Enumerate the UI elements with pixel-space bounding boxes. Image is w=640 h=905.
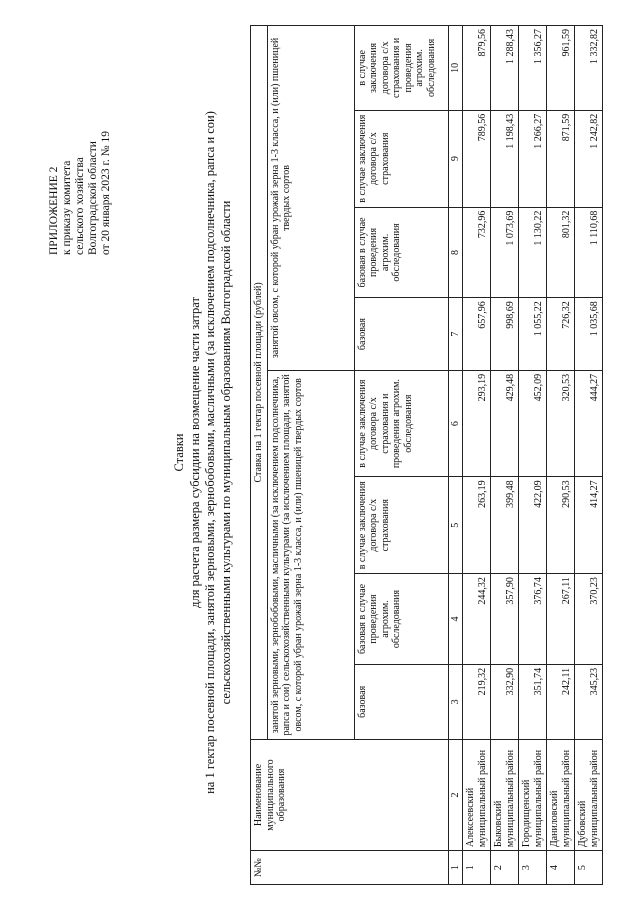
column-number: 7	[448, 298, 463, 371]
column-number: 9	[448, 110, 463, 207]
municipality-name: Даниловский муниципальный район	[547, 739, 575, 850]
row-number: 5	[575, 851, 603, 885]
column-number: 2	[448, 739, 463, 850]
rate-value: 242,11	[547, 664, 575, 739]
rate-value: 1 242,82	[575, 110, 603, 207]
row-number: 3	[519, 851, 547, 885]
rate-value: 267,11	[547, 574, 575, 665]
header-insurance-agro: в случае заключения договора с/х страхования и проведения агрохим. обследования	[354, 26, 448, 111]
rate-value: 219,32	[463, 664, 491, 739]
appendix-line: к приказу комитета	[61, 160, 73, 255]
header-insurance: в случае заключения договора с/х страхования	[354, 110, 448, 207]
title-line: для расчета размера субсидии на возмещение части затрат	[187, 297, 202, 608]
rate-value: 320,53	[547, 370, 575, 476]
row-number: 1	[463, 851, 491, 885]
document-title	[172, 20, 234, 885]
rate-value: 444,27	[575, 370, 603, 476]
rate-value: 429,48	[491, 370, 519, 476]
column-number: 1	[448, 851, 463, 885]
rate-value: 351,74	[519, 664, 547, 739]
table-row	[575, 26, 603, 885]
appendix-line: от 20 января 2023 г. № 19	[100, 130, 112, 255]
appendix-line: ПРИЛОЖЕНИЕ 2	[48, 166, 60, 255]
table-row	[491, 26, 519, 885]
column-number: 10	[448, 26, 463, 111]
column-number: 8	[448, 207, 463, 298]
municipality-name: Алексеевский муниципальный район	[463, 739, 491, 850]
header-num: №№	[251, 851, 449, 885]
rate-value: 1 288,43	[491, 26, 519, 111]
rate-value: 399,48	[491, 477, 519, 574]
header-base: базовая	[354, 298, 448, 371]
rate-value: 879,56	[463, 26, 491, 111]
row-number: 2	[491, 851, 519, 885]
title-line: на 1 гектар посевной площади, занятой зерновыми, зернобобовыми, масличными (за исключением подсолнечника, рапса и сои)	[203, 111, 217, 794]
rate-value: 332,90	[491, 664, 519, 739]
rate-value: 290,53	[547, 477, 575, 574]
header-base: базовая	[354, 664, 448, 739]
header-group-1: занятой зерновыми, зернобобовыми, масличными (за исключением подсолнечника, рапса и сои) сельскохозяйственными культурами (за исключением площади, занятой овсом, с которой убран урожай зерна 1-3 класса, и (или) пшеницей твердых сортов	[267, 370, 354, 739]
rate-value: 1 130,22	[519, 207, 547, 298]
header-base-agro: базовая в случае проведения агрохим. обследования	[354, 207, 448, 298]
header-name: Наименование муниципального образования	[251, 739, 449, 850]
rate-value: 345,23	[575, 664, 603, 739]
rate-value: 357,90	[491, 574, 519, 665]
rates-table	[250, 25, 603, 885]
rate-value: 422,09	[519, 477, 547, 574]
rate-value: 1 356,27	[519, 26, 547, 111]
column-number-row	[448, 26, 463, 885]
row-number: 4	[547, 851, 575, 885]
header-insurance: в случае заключения договора с/х страхования	[354, 477, 448, 574]
rate-value: 801,32	[547, 207, 575, 298]
rate-value: 657,96	[463, 298, 491, 371]
rate-value: 789,56	[463, 110, 491, 207]
column-number: 3	[448, 664, 463, 739]
rate-value: 726,32	[547, 298, 575, 371]
appendix-header	[48, 25, 113, 255]
rate-value: 414,27	[575, 477, 603, 574]
municipality-name: Дубовский муниципальный район	[575, 739, 603, 850]
rate-value: 370,23	[575, 574, 603, 665]
column-number: 6	[448, 370, 463, 476]
table-row	[547, 26, 575, 885]
column-number: 4	[448, 574, 463, 665]
column-number: 5	[448, 477, 463, 574]
rate-value: 1 266,27	[519, 110, 547, 207]
rate-value: 1 055,22	[519, 298, 547, 371]
rate-value: 376,74	[519, 574, 547, 665]
rate-value: 1 073,69	[491, 207, 519, 298]
appendix-line: сельского хозяйства	[74, 157, 86, 255]
rate-value: 1 035,68	[575, 298, 603, 371]
header-group-2: занятой овсом, с которой убран урожай зерна 1-3 класса, и (или) пшеницей твердых сортов	[267, 26, 354, 371]
rate-value: 1 332,82	[575, 26, 603, 111]
table-row	[463, 26, 491, 885]
appendix-line: Волгоградской области	[87, 141, 99, 255]
rate-value: 293,19	[463, 370, 491, 476]
rate-value: 961,59	[547, 26, 575, 111]
municipality-name: Городищенский муниципальный район	[519, 739, 547, 850]
rate-value: 998,69	[491, 298, 519, 371]
municipality-name: Быковский муниципальный район	[491, 739, 519, 850]
rate-value: 1 110,68	[575, 207, 603, 298]
rate-value: 732,96	[463, 207, 491, 298]
title-line: Ставки	[172, 433, 186, 472]
rate-value: 452,09	[519, 370, 547, 476]
header-rates: Ставка на 1 гектар посевной площади (рублей)	[251, 26, 268, 740]
header-base-agro: базовая в случае проведения агрохим. обследования	[354, 574, 448, 665]
rate-value: 263,19	[463, 477, 491, 574]
rate-value: 244,32	[463, 574, 491, 665]
title-line: сельскохозяйственными культурами по муниципальным образованиям Волгоградской области	[218, 200, 233, 705]
table-row	[519, 26, 547, 885]
header-insurance-agro: в случае заключения договора с/х страхования и проведения агрохим. обследования	[354, 370, 448, 476]
rate-value: 1 198,43	[491, 110, 519, 207]
rate-value: 871,59	[547, 110, 575, 207]
